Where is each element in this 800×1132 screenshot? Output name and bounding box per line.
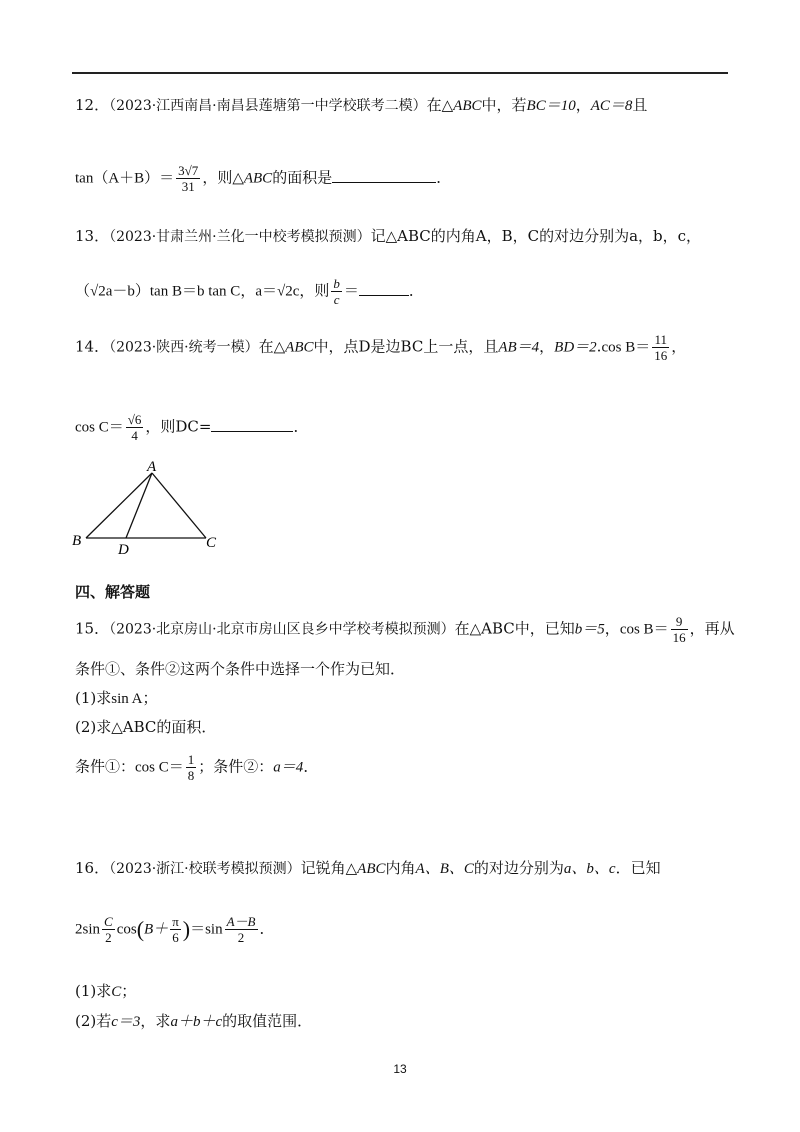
q15-part2: (2)求△ABC的面积． — [75, 718, 217, 736]
q14-triangle-figure — [70, 458, 230, 558]
q12-fraction: $\frac{3√7}{31}$ — [178, 163, 199, 194]
q13-answer-blank[interactable] — [359, 281, 409, 296]
q14-line1: 14．（2023·陕西·统考一模）在△ABC中，点D是边BC上一点，且AB＝4，BD＝2.cos B＝ $\frac{11}{16}$ ， — [75, 332, 687, 363]
q15-line1: 15．（2023·北京房山·北京市房山区良乡中学校考模拟预测）在△ABC中，已知b＝5，cos B＝ $\frac{9}{16}$ ，再从 — [75, 614, 735, 645]
q16-equation: 2sin $\frac{C}{2}$ cos(B＋ $\frac{\pi}{6}$ )＝sin $\frac{A-B}{2}$ ． — [75, 914, 275, 945]
q15-line2: 条件①、条件②这两个条件中选择一个作为已知． — [75, 660, 406, 678]
label-d: D — [118, 542, 129, 558]
q12-answer-blank[interactable] — [332, 168, 436, 183]
q14-cosb-fraction: $\frac{11}{16}$ — [654, 332, 668, 363]
q15-part1: (1)求sin A； — [75, 689, 158, 707]
header-rule — [72, 72, 728, 74]
q16-fraction-ab2: $\frac{A-B}{2}$ — [226, 914, 256, 945]
segment-ad — [126, 473, 152, 538]
q14-line2: cos C＝ $\frac{√6}{4}$ ，则DC= ． — [75, 412, 309, 443]
q16-part2: (2)若c＝3，求a＋b＋c的取值范围． — [75, 1012, 313, 1030]
label-c: C — [206, 535, 217, 551]
q14-answer-blank[interactable] — [211, 417, 293, 432]
label-b: B — [72, 533, 82, 549]
q13-fraction: $\frac{b}{c}$ — [333, 276, 340, 307]
edge-ab — [86, 473, 152, 538]
label-a: A — [147, 459, 157, 475]
q14-cosc-fraction: $\frac{√6}{4}$ — [127, 412, 142, 443]
page-number: 13 — [393, 1062, 407, 1076]
section-heading: 四、解答题 — [75, 583, 151, 601]
q12-line1: 12．（2023·江西南昌·南昌县莲塘第一中学校联考二模）在△ABC中，若BC＝10，AC＝8且 — [75, 96, 648, 114]
q13-line1: 13．（2023·甘肃兰州·兰化一中校考模拟预测）记△ABC的内角A，B，C的对边分别为a，b，c， — [75, 227, 702, 245]
q16-line1: 16．（2023·浙江·校联考模拟预测）记锐角△ABC内角A、B、C的对边分别为a、b、c．已知 — [75, 859, 661, 877]
q16-part1: (1)求C； — [75, 982, 137, 1000]
q16-fraction-pi6: $\frac{\pi}{6}$ — [172, 914, 179, 945]
q12-line2: tan（A＋B）＝ $\frac{3√7}{31}$ ，则△ABC的面积是 ． — [75, 163, 452, 194]
q15-conditions: 条件①：cos C＝ $\frac{1}{8}$ ；条件②：a＝4． — [75, 752, 319, 783]
q15-cosb-fraction: $\frac{9}{16}$ — [672, 614, 686, 645]
edge-ac — [152, 473, 206, 538]
q15-cosc-fraction: $\frac{1}{8}$ — [187, 752, 195, 783]
q13-line2: （√2a－b）tan B＝b tan C，a＝√2c，则 $\frac{b}{c}$ ＝ ． — [75, 276, 424, 307]
q16-fraction-c2: $\frac{C}{2}$ — [104, 914, 113, 945]
